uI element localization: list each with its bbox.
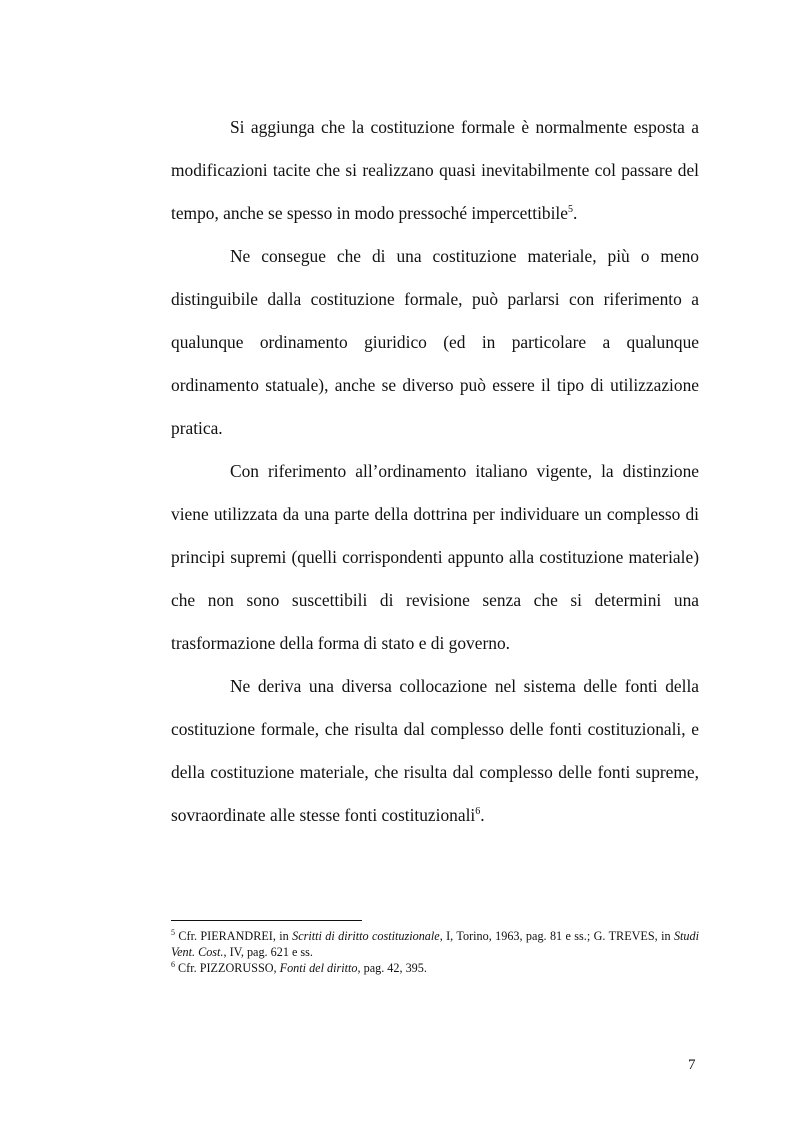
body-text: [171, 106, 699, 837]
footnote-text: , pag. 42, 395.: [357, 961, 427, 975]
footnote-title: Studi Vent. Cost.: [171, 929, 700, 959]
paragraph: [171, 665, 699, 837]
footnote: [171, 928, 699, 960]
paragraph: [171, 235, 699, 450]
footnote-text: Cfr. PIZZORUSSO,: [175, 961, 280, 975]
paragraph-tail: .: [572, 203, 578, 223]
paragraph: [171, 450, 699, 665]
paragraph-tail: .: [480, 805, 485, 825]
paragraph: [171, 106, 699, 235]
footnote-title: Scritti di diritto costituzionale: [292, 929, 440, 943]
paragraph-text: Si aggiunga che la costituzione formale è normalmente esposta a modificazioni tacite che si realizzano quasi inevitabilmente col passare del tempo, anche se spesso in modo pressoché impercettibile: [171, 117, 699, 223]
footnote-marker: 6: [171, 960, 175, 969]
footnote: [171, 960, 699, 976]
footnotes: [171, 928, 699, 976]
footnote-ref[interactable]: 6: [475, 806, 481, 817]
footnote-text: , IV, pag. 621 e ss.: [223, 945, 313, 959]
footnote-title: Fonti del diritto: [279, 961, 358, 975]
paragraph-text: Ne consegue che di una costituzione materiale, più o meno distinguibile dalla costituzione formale, può parlarsi con riferimento a qualunque ordinamento giuridico (ed in particolare a qualunque ordinamento statuale), anche se diverso può essere il tipo di utilizzazione pratica.: [171, 246, 699, 438]
page-number: 7: [688, 1057, 696, 1073]
footnote-marker: 5: [171, 928, 175, 937]
footnote-ref[interactable]: 5: [567, 204, 573, 215]
paragraph-text: Ne deriva una diversa collocazione nel sistema delle fonti della costituzione formale, che risulta dal complesso delle fonti costituzionali, e della costituzione materiale, che risulta dal complesso delle fonti supreme, sovraordinate alle stesse fonti costituzionali: [171, 676, 699, 825]
footnote-text: Cfr. PIERANDREI, in: [175, 929, 293, 943]
paragraph-text: Con riferimento all’ordinamento italiano vigente, la distinzione viene utilizzata da una parte della dottrina per individuare un complesso di principi supremi (quelli corrispondenti appunto alla costituzione materiale) che non sono suscettibili di revisione senza che si determini una trasformazione della forma di stato e di governo.: [171, 461, 699, 653]
footnote-divider: [171, 920, 362, 921]
footnote-text: , I, Torino, 1963, pag. 81 e ss.; G. TREVES, in: [439, 929, 674, 943]
